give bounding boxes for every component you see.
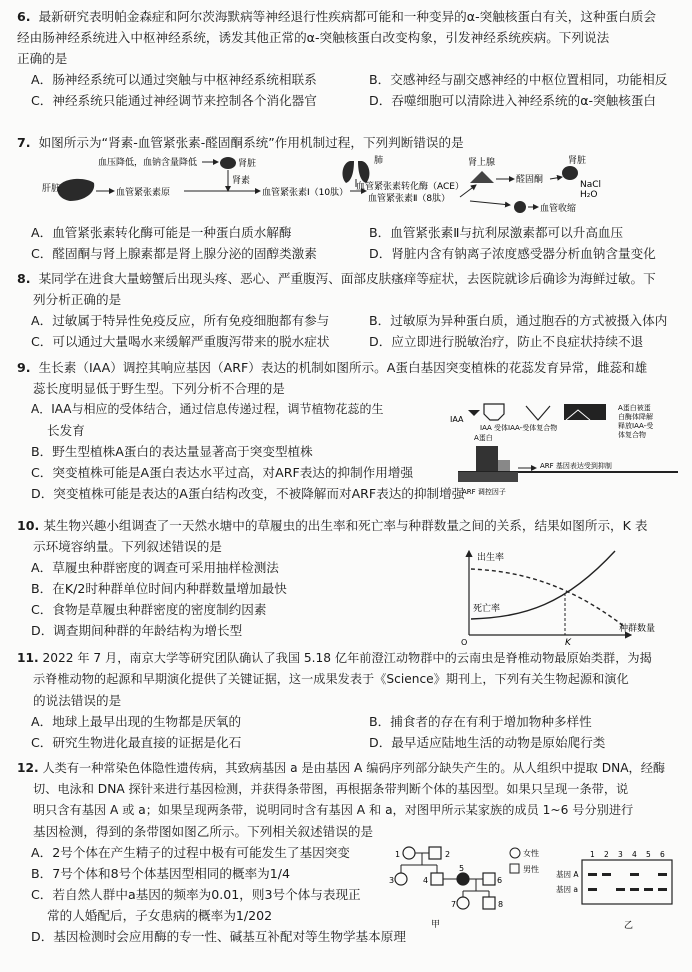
kidney-2-icon	[562, 166, 578, 180]
angiotensin-1-label: 血管紧张素Ⅰ（10肽）	[262, 188, 349, 198]
question-number: 12.	[17, 761, 39, 775]
vessel-icon	[514, 201, 526, 213]
liver-icon	[58, 179, 95, 201]
individual-7-female	[457, 897, 469, 909]
band-upper	[588, 873, 597, 876]
option-b: B．野生型植株A蛋白的表达量显著高于突变型植株	[31, 444, 313, 459]
female-legend-icon	[510, 848, 520, 858]
label-1: 1	[395, 850, 401, 859]
complex-icon	[526, 406, 550, 420]
question-stem: 2022 年 7 月，南京大学等研究团队确认了我国 5.18 亿年前澄江动物群中的云南虫是脊椎动物最原始类群，为揭	[42, 651, 652, 665]
band-lower	[588, 888, 597, 891]
individual-3-female	[395, 873, 407, 885]
lane-number: 3	[618, 850, 623, 859]
receptor-label: IAA 受体	[480, 424, 509, 432]
question-stem: 最新研究表明帕金森症和阿尔茨海默病等神经退行性疾病都可能和一种变异的α-突触核蛋白有关，这种蛋白质会	[38, 9, 656, 24]
degrade-label-1: A蛋白被蛋	[618, 404, 651, 412]
option-c: C．突变植株可能是A蛋白表达水平过高，对ARF表达的抑制作用增强	[31, 465, 414, 480]
question-6	[17, 6, 677, 111]
kidney-2-label: 肾脏	[568, 156, 587, 166]
band-lower	[630, 888, 639, 891]
iaa-mechanism-diagram	[448, 400, 680, 502]
degrade-label-2: 白酶体降解	[618, 413, 653, 421]
option-c: C．神经系统只能通过神经调节来控制各个消化器官	[31, 93, 317, 108]
gene-a-lower-label: 基因 a	[556, 885, 578, 894]
gene-a-upper-label: 基因 A	[556, 870, 579, 879]
figure-caption-yi: 乙	[624, 921, 634, 931]
question-number: 7.	[17, 135, 31, 150]
question-stem: 示脊椎动物的起源和早期演化提供了关键证据，这一成果发表于《Science》期刊上，下列有关生物起源和演化	[33, 672, 629, 686]
question-stem: 经由肠神经系统进入中枢神经系统，诱发其他正常的α-突触核蛋白改变构象，引发神经系统疾病。下列说法	[17, 30, 610, 45]
option-c: C．醛固酮与肾上腺素都是肾上腺分泌的固醇类激素	[31, 246, 317, 261]
question-stem: 列分析正确的是	[33, 292, 122, 307]
aldosterone-label: 醛固酮	[516, 175, 544, 185]
nacl-label: NaCl	[580, 180, 602, 190]
label-3: 3	[389, 876, 395, 885]
question-stem: 示环境容纳量。下列叙述错误的是	[33, 539, 222, 554]
birth-rate-label: 出生率	[477, 553, 505, 563]
vasoconstriction-label: 血管收缩	[540, 204, 577, 214]
liver-text: 肝脏	[42, 184, 61, 194]
question-stem: 蕊长度明显低于野生型。下列分析不合理的是	[33, 381, 285, 396]
question-stem: 人类有一种常染色体隐性遗传病，其致病基因 a 是由基因 A 编码序列部分缺失产生的。从人组织中提取 DNA，经酶	[42, 761, 666, 775]
question-11	[17, 648, 677, 753]
renin-label: 肾素	[232, 176, 251, 186]
stimulus-label: 血压降低，血钠含量降低	[98, 158, 198, 168]
individual-2-male	[429, 847, 441, 859]
male-legend-icon	[510, 864, 519, 873]
question-number: 8.	[17, 271, 31, 286]
band-upper	[602, 873, 611, 876]
question-stem: 生长素（IAA）调控其响应基因（ARF）表达的机制如图所示。A蛋白基因突变植株的花蕊发育异常，雌蕊和雄	[38, 360, 648, 375]
label-5: 5	[459, 864, 465, 873]
kidney-icon	[220, 157, 236, 169]
x-axis-label: 种群数量	[619, 624, 656, 634]
question-stem: 基因检测，得到的条带图如图乙所示。下列相关叙述错误的是	[33, 824, 374, 839]
arf-promoter-label: ARF 调控因子	[462, 488, 506, 496]
option-c: C．研究生物进化最直接的证据是化石	[31, 735, 242, 750]
pedigree-diagram	[385, 843, 550, 933]
h2o-label: H₂O	[580, 190, 598, 200]
proteasome-icon	[564, 404, 606, 420]
kidney-label: 肾脏	[238, 159, 257, 169]
adrenal-icon	[470, 171, 494, 183]
gel-frame	[582, 860, 672, 904]
iaa-label: IAA	[450, 415, 464, 424]
question-number: 9.	[17, 360, 31, 375]
option-c: C．可以通过大量喝水来缓解严重腹泻带来的脱水症状	[31, 334, 330, 349]
option-b: B．过敏原为异种蛋白质，通过胞吞的方式被摄入体内	[369, 313, 668, 328]
k-label: K	[565, 638, 571, 648]
question-stem: 的说法错误的是	[33, 693, 122, 708]
question-number: 6.	[17, 9, 31, 24]
lane-number: 6	[660, 850, 665, 859]
question-stem: 正确的是	[17, 51, 68, 66]
individual-1-female	[403, 847, 415, 859]
option-b: B．捕食者的存在有利于增加物种多样性	[369, 714, 592, 729]
option-d: D．最早适应陆地生活的动物是原始爬行类	[369, 735, 606, 750]
lung-label: 肺	[374, 156, 384, 166]
degrade-label-3: 释放IAA-受	[618, 422, 654, 430]
option-b: B．在K/2时种群单位时间内种群数量增加最快	[31, 581, 287, 596]
individual-6-male	[483, 873, 495, 885]
question-7	[17, 132, 677, 153]
arf-expression-label: ARF 基因表达受到抑制	[540, 462, 612, 470]
band-upper	[658, 873, 667, 876]
iaa-icon	[468, 410, 480, 416]
option-a: A．血管紧张素转化酶可能是一种蛋白质水解酶	[31, 225, 292, 240]
option-b: B．血管紧张素Ⅱ与抗利尿激素都可以升高血压	[369, 225, 624, 240]
option-a: A．草履虫种群密度的调查可采用抽样检测法	[31, 560, 279, 575]
label-8: 8	[498, 900, 504, 909]
band-lower	[644, 888, 653, 891]
band-lower	[658, 888, 667, 891]
male-legend-label: 男性	[523, 865, 539, 874]
option-c-cont: 常的人婚配后，子女患病的概率为1/202	[47, 908, 273, 923]
protein-a-label: A蛋白	[474, 434, 493, 442]
question-number: 10.	[17, 518, 40, 533]
option-d: D．应立即进行脱敏治疗，防止不良症状持续不退	[369, 334, 644, 349]
lane-number: 2	[604, 850, 609, 859]
question-stem: 某生物兴趣小组调查了一天然水塘中的草履虫的出生率和死亡率与种群数量之间的关系，结果如图所示，K 表	[43, 518, 648, 533]
death-rate-label: 死亡率	[473, 604, 501, 614]
band-upper	[630, 873, 639, 876]
question-7-options	[17, 222, 677, 264]
question-stem: 如图所示为“肾素-血管紧张素-醛固酮系统”作用机制过程，下列判断错误的是	[38, 135, 464, 150]
angiotensinogen-label: 血管紧张素原	[116, 188, 171, 198]
label-7: 7	[451, 900, 457, 909]
protein-a-icon	[476, 446, 498, 472]
option-a: A．过敏属于特异性免疫反应，所有免疫细胞都有参与	[31, 313, 330, 328]
option-d: D．基因检测时会应用酶的专一性、碱基互补配对等生物学基本原理	[31, 929, 406, 944]
birth-rate-curve	[471, 569, 625, 627]
lane-number: 4	[632, 850, 637, 859]
option-d: D．肾脏内含有钠离子浓度感受器分析血钠含量变化	[369, 246, 656, 261]
individual-8-male	[483, 897, 495, 909]
birth-death-rate-graph	[455, 547, 675, 647]
lane-number: 1	[590, 850, 595, 859]
figure-caption-jia: 甲	[431, 920, 441, 930]
band-lower	[616, 888, 625, 891]
option-d: D．调查期间种群的年龄结构为增长型	[31, 623, 243, 638]
option-b: B．7号个体和8号个体基因型相同的概率为1/4	[31, 866, 291, 881]
angiotensin-2-label: 血管紧张素Ⅱ（8肽）	[368, 194, 451, 204]
option-a: A．IAA与相应的受体结合，通过信息传递过程，调节植物花蕊的生	[31, 402, 384, 416]
individual-4-male	[431, 873, 443, 885]
option-a: A．2号个体在产生精子的过程中极有可能发生了基因突变	[31, 845, 350, 860]
option-a: A．地球上最早出现的生物都是厌氧的	[31, 714, 242, 729]
question-stem: 明只含有基因 A 或 a；如果呈现两条带，说明同时含有基因 A 和 a，对图甲所示某家族的成员 1~6 号分别进行	[33, 803, 634, 817]
question-number: 11.	[17, 651, 39, 665]
option-b: B．交感神经与副交感神经的中枢位置相同，功能相反	[369, 72, 668, 87]
label-2: 2	[445, 850, 451, 859]
female-legend-label: 女性	[523, 849, 539, 858]
adrenal-label: 肾上腺	[468, 158, 496, 168]
option-d: D．吞噬细胞可以清除进入神经系统的α-突触核蛋白	[369, 93, 657, 108]
ace-label: 血管紧张素转化酶（ACE）	[356, 182, 464, 192]
option-a: A．肠神经系统可以通过突触与中枢神经系统相联系	[31, 72, 317, 87]
degrade-label-4: 体复合物	[618, 431, 646, 439]
complex-label: IAA-受体复合物	[508, 424, 558, 432]
receptor-icon	[484, 404, 504, 420]
raas-diagram	[42, 153, 650, 225]
label-6: 6	[497, 876, 503, 885]
question-stem: 某同学在进食大量螃蟹后出现头疼、恶心、严重腹泻、面部皮肤瘙痒等症状，去医院就诊后确诊为海鲜过敏。下	[38, 271, 656, 286]
question-8	[17, 268, 677, 352]
gel-band-diagram	[556, 848, 676, 938]
option-c: C．食物是草履虫种群密度的密度制约因素	[31, 602, 267, 617]
option-a-cont: 长发育	[47, 423, 85, 438]
option-c: C．若自然人群中a基因的频率为0.01，则3号个体与表现正	[31, 887, 361, 902]
option-d: D．突变植株可能是表达的A蛋白结构改变，不被降解而对ARF表达的抑制增强	[31, 486, 465, 501]
origin-label: O	[461, 638, 468, 647]
individual-5-female-affected	[457, 873, 469, 885]
question-stem: 切、电泳和 DNA 探针来进行基因检测，并获得条带图，再根据条带判断个体的基因型。如果只呈现一条带，说	[33, 782, 629, 796]
label-4: 4	[423, 876, 429, 885]
lane-number: 5	[646, 850, 651, 859]
